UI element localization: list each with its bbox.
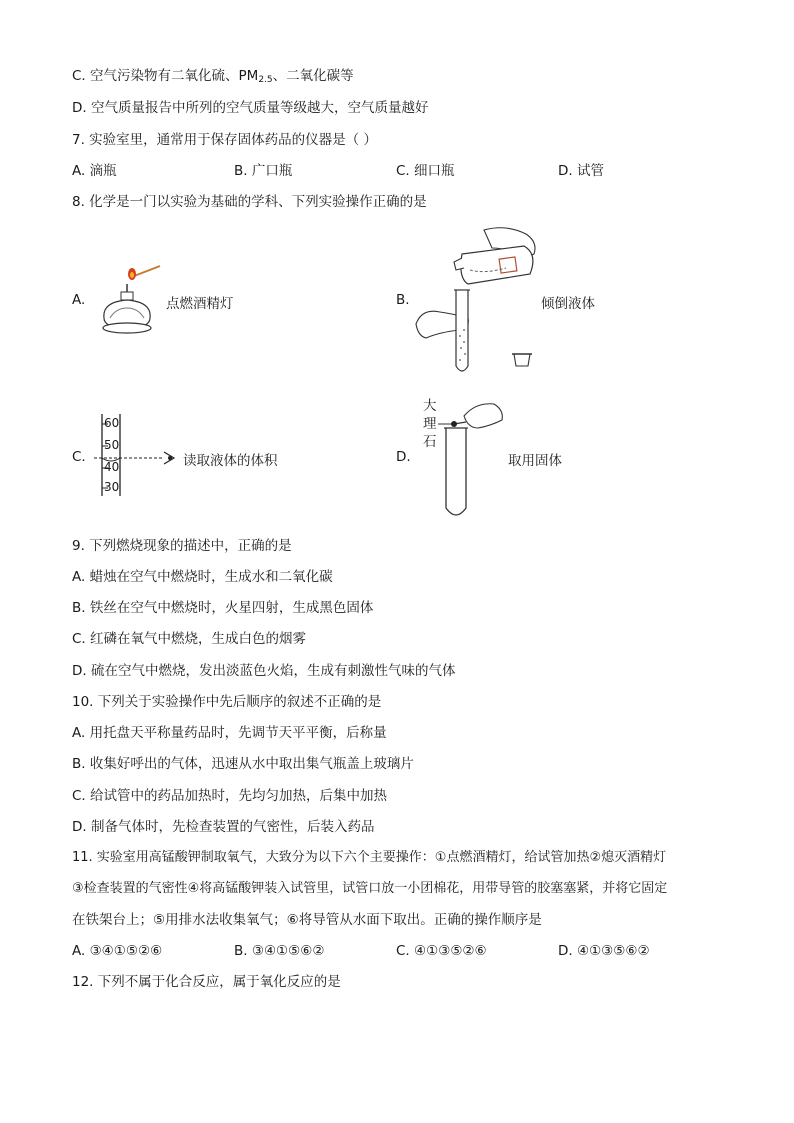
q9-option-a: A. 蜡烛在空气中燃烧时，生成水和二氧化碳	[72, 569, 333, 585]
q10-option-b: B. 收集好呼出的气体，迅速从水中取出集气瓶盖上玻璃片	[72, 756, 414, 772]
marble-label-2: 理	[423, 416, 437, 432]
marble-label-1: 大	[423, 398, 437, 414]
test-tube-solid-figure	[436, 400, 508, 520]
q12-stem: 12. 下列不属于化合反应，属于氧化反应的是	[72, 974, 341, 990]
q8-c-letter: C.	[72, 449, 86, 465]
q11-option-d: D. ④①③⑤⑥②	[558, 943, 650, 959]
q8-c-caption: 读取液体的体积	[183, 453, 278, 469]
q11-stem-line-3: 在铁架台上；⑤用排水法收集氧气；⑥将导管从水面下取出。正确的操作顺序是	[72, 912, 542, 928]
q8-b-letter: B.	[396, 292, 410, 308]
q8-d-caption: 取用固体	[508, 453, 562, 469]
q8-b-caption: 倾倒液体	[541, 296, 595, 312]
q7-stem: 7. 实验室里，通常用于保存固体药品的仪器是（ ）	[72, 132, 377, 148]
alcohol-lamp-figure	[94, 262, 164, 338]
marble-label-3: 石	[423, 434, 437, 450]
q8-a-caption: 点燃酒精灯	[166, 296, 234, 312]
pouring-liquid-figure	[414, 224, 544, 376]
q6-option-d: D. 空气质量报告中所列的空气质量等级越大，空气质量越好	[72, 100, 429, 116]
q11-stem-line-2: ③检查装置的气密性④将高锰酸钾装入试管里，试管口放一小团棉花，用带导管的胶塞塞紧，并将它固定	[72, 881, 668, 896]
q11-option-b: B. ③④①⑤⑥②	[234, 943, 325, 959]
q8-stem: 8. 化学是一门以实验为基础的学科、下列实验操作正确的是	[72, 194, 427, 210]
q7-option-d: D. 试管	[558, 163, 604, 179]
cylinder-tick-40: 40	[104, 460, 120, 474]
q8-a-letter: A.	[72, 292, 86, 308]
cylinder-tick-50: 50	[104, 438, 120, 452]
q11-option-a: A. ③④①⑤②⑥	[72, 943, 163, 959]
q11-option-c: C. ④①③⑤②⑥	[396, 943, 487, 959]
q11-stem-line-1: 11. 实验室用高锰酸钾制取氧气，大致分为以下六个主要操作：①点燃酒精灯，给试管加热②熄灭酒精灯	[72, 850, 667, 865]
q10-option-d: D. 制备气体时，先检查装置的气密性，后装入药品	[72, 819, 375, 835]
q8-d-letter: D.	[396, 449, 411, 465]
q10-option-a: A. 用托盘天平称量药品时，先调节天平平衡，后称量	[72, 725, 387, 741]
q7-option-c: C. 细口瓶	[396, 163, 455, 179]
q10-stem: 10. 下列关于实验操作中先后顺序的叙述不正确的是	[72, 694, 382, 710]
q9-stem: 9. 下列燃烧现象的描述中，正确的是	[72, 538, 292, 554]
cylinder-tick-60: 60	[104, 416, 120, 430]
q9-option-c: C. 红磷在氧气中燃烧，生成白色的烟雾	[72, 631, 307, 647]
q7-option-a: A. 滴瓶	[72, 163, 117, 179]
q10-option-c: C. 给试管中的药品加热时，先均匀加热，后集中加热	[72, 788, 388, 804]
q7-option-b: B. 广口瓶	[234, 163, 293, 179]
cylinder-tick-30: 30	[104, 480, 120, 494]
q9-option-d: D. 硫在空气中燃烧，发出淡蓝色火焰，生成有刺激性气味的气体	[72, 663, 456, 679]
q9-option-b: B. 铁丝在空气中燃烧时，火星四射，生成黑色固体	[72, 600, 374, 616]
q6-option-c: C. 空气污染物有二氧化硫、$PM_{2.5}$、二氧化碳等	[72, 68, 354, 85]
